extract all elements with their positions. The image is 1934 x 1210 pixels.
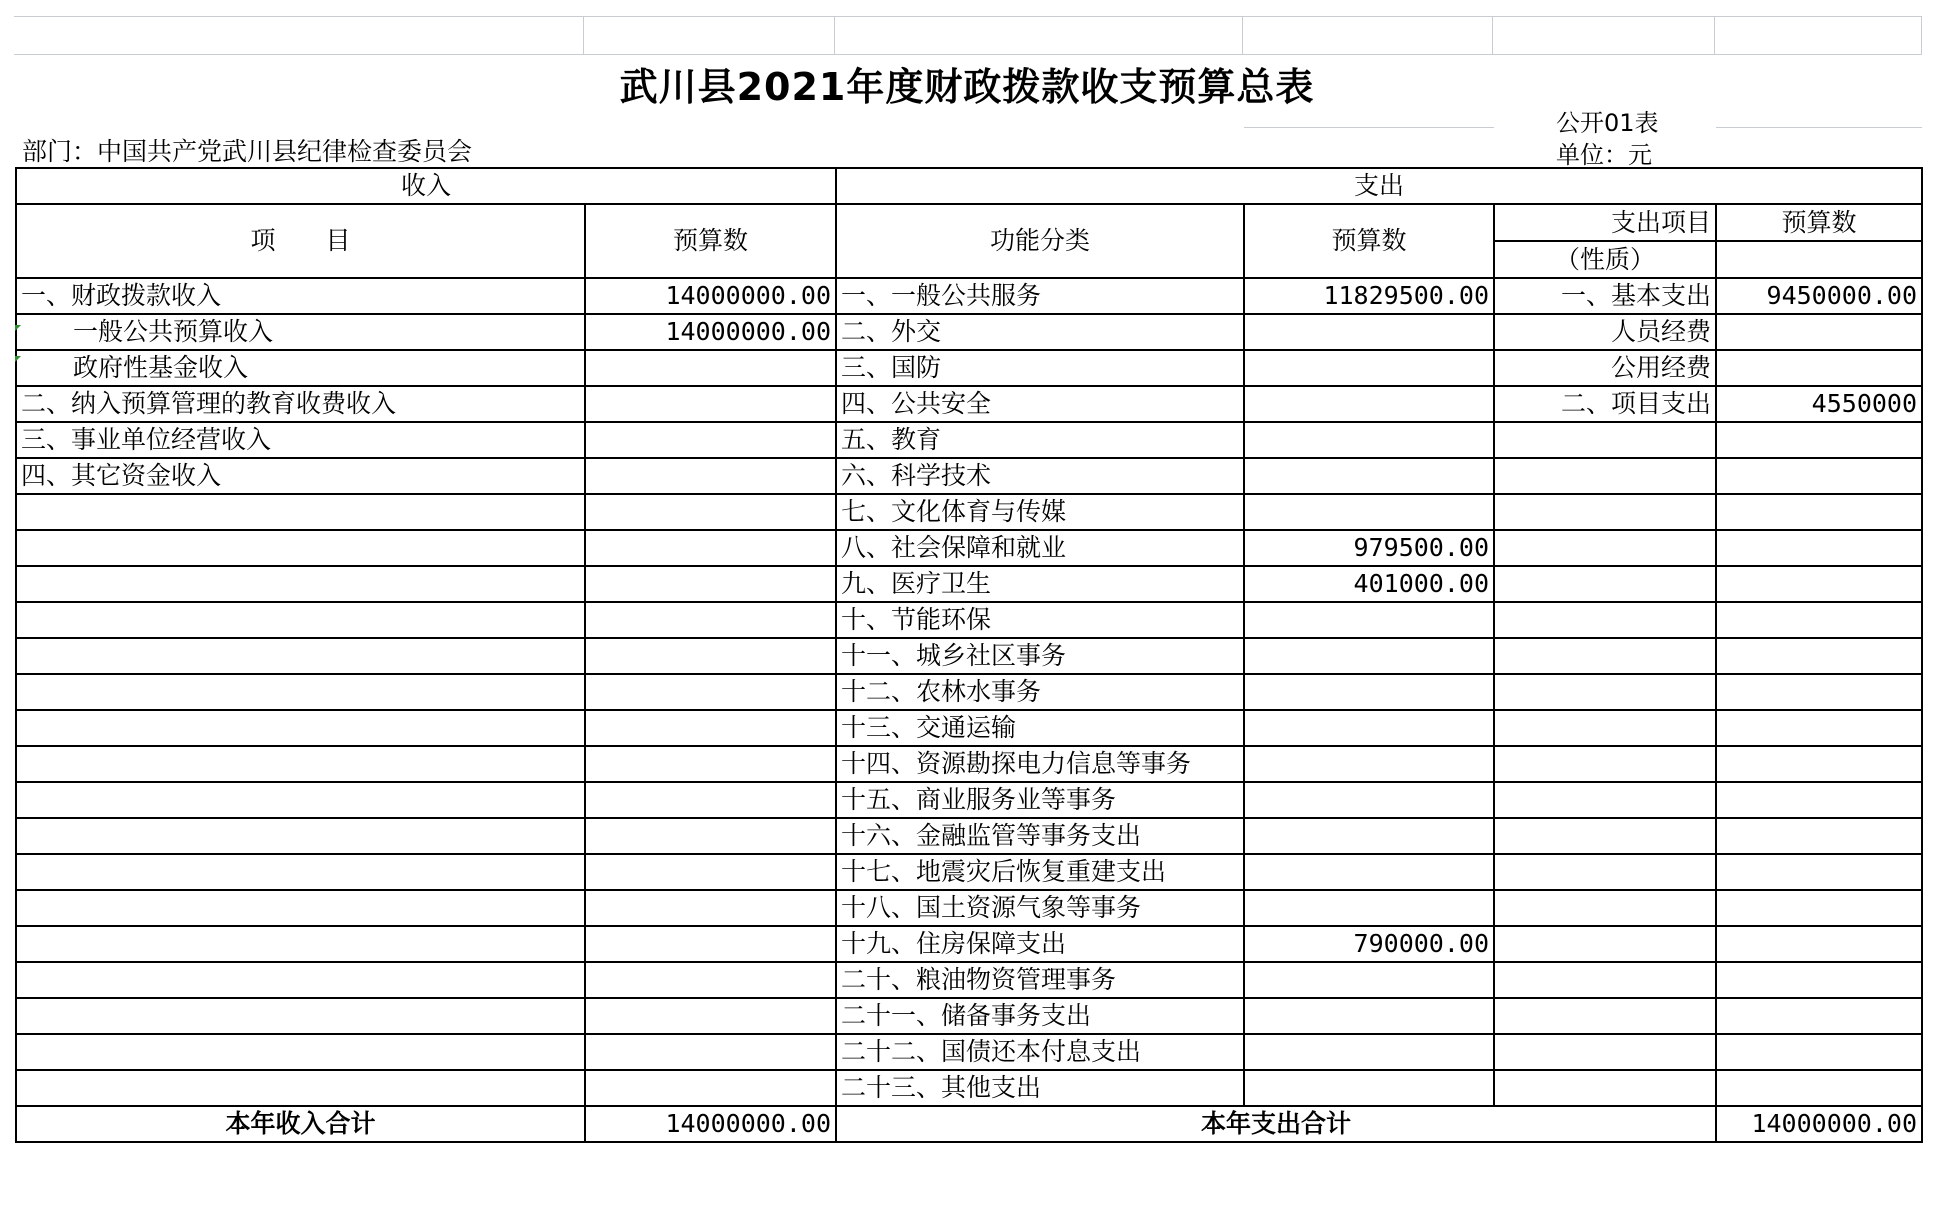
income-item-cell — [16, 782, 585, 818]
income-item-cell — [16, 854, 585, 890]
function-budget-cell — [1244, 350, 1494, 386]
function-class-cell: 十六、金融监管等事务支出 — [836, 818, 1244, 854]
income-item-cell — [16, 674, 585, 710]
function-class-cell: 八、社会保障和就业 — [836, 530, 1244, 566]
income-budget-cell — [585, 710, 836, 746]
expense-total-value: 14000000.00 — [1716, 1106, 1922, 1142]
cell-indicator-icon — [15, 325, 21, 331]
table-row — [16, 998, 1922, 1034]
income-item-cell — [16, 530, 585, 566]
expense-budget-cell: 4550000 — [1716, 386, 1922, 422]
table-row — [16, 854, 1922, 890]
unit-label: 单位：元 — [1556, 141, 1652, 169]
sheet-grid-line — [14, 54, 1922, 55]
income-total-label: 本年收入合计 — [16, 1106, 585, 1142]
function-class-cell: 五、教育 — [836, 422, 1244, 458]
function-class-cell: 十二、农林水事务 — [836, 674, 1244, 710]
income-budget-cell — [585, 638, 836, 674]
expense-budget-cell — [1716, 638, 1922, 674]
income-budget-cell — [585, 818, 836, 854]
function-budget-cell — [1244, 1070, 1494, 1106]
sheet-grid-line — [1244, 127, 1494, 128]
table-row — [16, 386, 1922, 422]
function-budget-cell — [1244, 458, 1494, 494]
function-budget-cell — [1244, 998, 1494, 1034]
expense-budget-cell — [1716, 566, 1922, 602]
function-budget-cell — [1244, 782, 1494, 818]
income-item-cell — [16, 926, 585, 962]
income-budget-header: 预算数 — [585, 204, 836, 278]
table-row — [16, 422, 1922, 458]
expense-budget-cell — [1716, 422, 1922, 458]
expense-budget-cell — [1716, 314, 1922, 350]
income-item-cell — [16, 998, 585, 1034]
function-budget-cell — [1244, 854, 1494, 890]
expense-section-header: 支出 — [836, 168, 1922, 204]
expense-budget-cell — [1716, 782, 1922, 818]
income-budget-cell — [585, 674, 836, 710]
income-item-cell: 一、财政拨款收入 — [16, 278, 585, 314]
expense-budget-cell — [1716, 962, 1922, 998]
income-budget-cell — [585, 530, 836, 566]
expense-item-cell: 一、基本支出 — [1494, 278, 1716, 314]
income-item-cell — [16, 710, 585, 746]
expense-budget-cell — [1716, 818, 1922, 854]
function-budget-cell: 401000.00 — [1244, 566, 1494, 602]
expense-budget-cell — [1716, 602, 1922, 638]
function-budget-cell — [1244, 890, 1494, 926]
function-class-cell: 十四、资源勘探电力信息等事务 — [836, 746, 1244, 782]
form-number: 公开01表 — [1556, 109, 1659, 137]
expense-budget-cell — [1716, 494, 1922, 530]
function-class-cell: 十三、交通运输 — [836, 710, 1244, 746]
table-row — [16, 746, 1922, 782]
income-budget-cell — [585, 422, 836, 458]
table-row — [16, 782, 1922, 818]
table-row — [16, 638, 1922, 674]
expense-budget-header: 预算数 — [1716, 204, 1922, 241]
function-budget-cell: 790000.00 — [1244, 926, 1494, 962]
income-budget-cell — [585, 998, 836, 1034]
income-item-cell: 四、其它资金收入 — [16, 458, 585, 494]
function-budget-cell: 11829500.00 — [1244, 278, 1494, 314]
expense-budget-cell — [1716, 674, 1922, 710]
budget-table — [15, 167, 1923, 1143]
header-row-section — [16, 168, 1922, 204]
income-item-cell: 政府性基金收入 — [16, 350, 585, 386]
expense-budget-cell — [1716, 746, 1922, 782]
income-budget-cell — [585, 926, 836, 962]
expense-item-cell — [1494, 854, 1716, 890]
expense-item-cell — [1494, 638, 1716, 674]
income-item-cell — [16, 746, 585, 782]
income-item-cell: 一般公共预算收入 — [16, 314, 585, 350]
income-budget-cell — [585, 854, 836, 890]
table-row — [16, 602, 1922, 638]
table-row — [16, 674, 1922, 710]
expense-budget-cell — [1716, 998, 1922, 1034]
expense-item-cell — [1494, 926, 1716, 962]
expense-item-header: 支出项目 — [1494, 204, 1716, 241]
table-row — [16, 494, 1922, 530]
income-item-cell — [16, 1034, 585, 1070]
expense-item-cell — [1494, 710, 1716, 746]
table-row — [16, 962, 1922, 998]
function-class-cell: 二十、粮油物资管理事务 — [836, 962, 1244, 998]
function-class-cell: 十、节能环保 — [836, 602, 1244, 638]
sheet-grid-top — [14, 16, 1922, 55]
function-budget-cell — [1244, 674, 1494, 710]
income-budget-cell — [585, 746, 836, 782]
function-budget-cell — [1244, 386, 1494, 422]
function-class-cell: 二十三、其他支出 — [836, 1070, 1244, 1106]
expense-total-label: 本年支出合计 — [836, 1106, 1716, 1142]
income-item-cell — [16, 602, 585, 638]
expense-item-cell — [1494, 602, 1716, 638]
function-budget-cell: 979500.00 — [1244, 530, 1494, 566]
function-class-cell: 十九、住房保障支出 — [836, 926, 1244, 962]
income-item-cell — [16, 962, 585, 998]
function-class-cell: 三、国防 — [836, 350, 1244, 386]
expense-budget-cell — [1716, 350, 1922, 386]
function-class-cell: 六、科学技术 — [836, 458, 1244, 494]
function-budget-cell — [1244, 1034, 1494, 1070]
expense-budget-cell — [1716, 458, 1922, 494]
income-item-header: 项 目 — [16, 204, 585, 278]
expense-budget-cell: 9450000.00 — [1716, 278, 1922, 314]
income-item-cell — [16, 494, 585, 530]
table-row — [16, 314, 1922, 350]
function-class-cell: 二十二、国债还本付息支出 — [836, 1034, 1244, 1070]
income-item-cell: 三、事业单位经营收入 — [16, 422, 585, 458]
function-budget-cell — [1244, 422, 1494, 458]
table-row — [16, 458, 1922, 494]
table-row — [16, 566, 1922, 602]
income-total-value: 14000000.00 — [585, 1106, 836, 1142]
table-row — [16, 1034, 1922, 1070]
income-item-cell: 二、纳入预算管理的教育收费收入 — [16, 386, 585, 422]
table-row — [16, 278, 1922, 314]
expense-item-cell — [1494, 818, 1716, 854]
table-row — [16, 710, 1922, 746]
income-item-cell — [16, 566, 585, 602]
expense-budget-cell — [1716, 926, 1922, 962]
function-budget-cell — [1244, 602, 1494, 638]
income-budget-cell — [585, 566, 836, 602]
income-budget-cell — [585, 494, 836, 530]
expense-budget-cell — [1716, 1070, 1922, 1106]
income-item-cell — [16, 638, 585, 674]
expense-item-cell — [1494, 530, 1716, 566]
income-budget-cell — [585, 1034, 836, 1070]
function-class-cell: 二、外交 — [836, 314, 1244, 350]
function-class-cell: 十五、商业服务业等事务 — [836, 782, 1244, 818]
function-class-header: 功能分类 — [836, 204, 1244, 278]
income-item-cell — [16, 1070, 585, 1106]
expense-item-cell: 人员经费 — [1494, 314, 1716, 350]
expense-budget-cell — [1716, 710, 1922, 746]
expense-item-cell — [1494, 494, 1716, 530]
function-budget-cell — [1244, 818, 1494, 854]
expense-item-cell — [1494, 1034, 1716, 1070]
table-row — [16, 350, 1922, 386]
expense-budget-cell — [1716, 1034, 1922, 1070]
function-class-cell: 一、一般公共服务 — [836, 278, 1244, 314]
income-budget-cell: 14000000.00 — [585, 278, 836, 314]
income-budget-cell — [585, 962, 836, 998]
table-row — [16, 926, 1922, 962]
page-title: 武川县2021年度财政拨款收支预算总表 — [619, 65, 1315, 109]
table-row — [16, 530, 1922, 566]
income-budget-cell — [585, 890, 836, 926]
function-budget-cell — [1244, 314, 1494, 350]
expense-budget-cell — [1716, 890, 1922, 926]
expense-item-cell — [1494, 1070, 1716, 1106]
income-budget-cell — [585, 602, 836, 638]
sheet-grid-line — [1716, 127, 1922, 128]
totals-row — [16, 1106, 1922, 1142]
header-row-columns — [16, 204, 1922, 241]
function-budget-cell — [1244, 962, 1494, 998]
expense-item-cell — [1494, 674, 1716, 710]
expense-item-cell — [1494, 746, 1716, 782]
function-class-cell: 九、医疗卫生 — [836, 566, 1244, 602]
expense-item-cell — [1494, 782, 1716, 818]
function-budget-cell — [1244, 638, 1494, 674]
function-class-cell: 十一、城乡社区事务 — [836, 638, 1244, 674]
table-row — [16, 890, 1922, 926]
cell-indicator-icon — [15, 356, 21, 362]
expense-item-cell — [1494, 566, 1716, 602]
function-class-cell: 七、文化体育与传媒 — [836, 494, 1244, 530]
department-label: 部门：中国共产党武川县纪律检查委员会 — [22, 137, 473, 166]
expense-item-cell — [1494, 458, 1716, 494]
empty-header-cell — [1716, 241, 1922, 278]
expense-item-cell — [1494, 422, 1716, 458]
income-budget-cell — [585, 350, 836, 386]
income-section-header: 收入 — [16, 168, 836, 204]
function-budget-header: 预算数 — [1244, 204, 1494, 278]
expense-budget-cell — [1716, 530, 1922, 566]
expense-item-cell — [1494, 962, 1716, 998]
income-budget-cell — [585, 1070, 836, 1106]
income-item-cell — [16, 818, 585, 854]
income-budget-cell — [585, 458, 836, 494]
income-budget-cell — [585, 782, 836, 818]
function-budget-cell — [1244, 494, 1494, 530]
function-class-cell: 十七、地震灾后恢复重建支出 — [836, 854, 1244, 890]
function-budget-cell — [1244, 710, 1494, 746]
function-class-cell: 四、公共安全 — [836, 386, 1244, 422]
expense-budget-cell — [1716, 854, 1922, 890]
expense-item-cell: 二、项目支出 — [1494, 386, 1716, 422]
function-class-cell: 二十一、储备事务支出 — [836, 998, 1244, 1034]
expense-item-cell — [1494, 998, 1716, 1034]
table-row — [16, 818, 1922, 854]
expense-nature-header: （性质） — [1494, 241, 1716, 278]
income-item-cell — [16, 890, 585, 926]
expense-item-cell — [1494, 890, 1716, 926]
expense-item-cell: 公用经费 — [1494, 350, 1716, 386]
income-budget-cell: 14000000.00 — [585, 314, 836, 350]
table-row — [16, 1070, 1922, 1106]
income-budget-cell — [585, 386, 836, 422]
function-class-cell: 十八、国土资源气象等事务 — [836, 890, 1244, 926]
function-budget-cell — [1244, 746, 1494, 782]
